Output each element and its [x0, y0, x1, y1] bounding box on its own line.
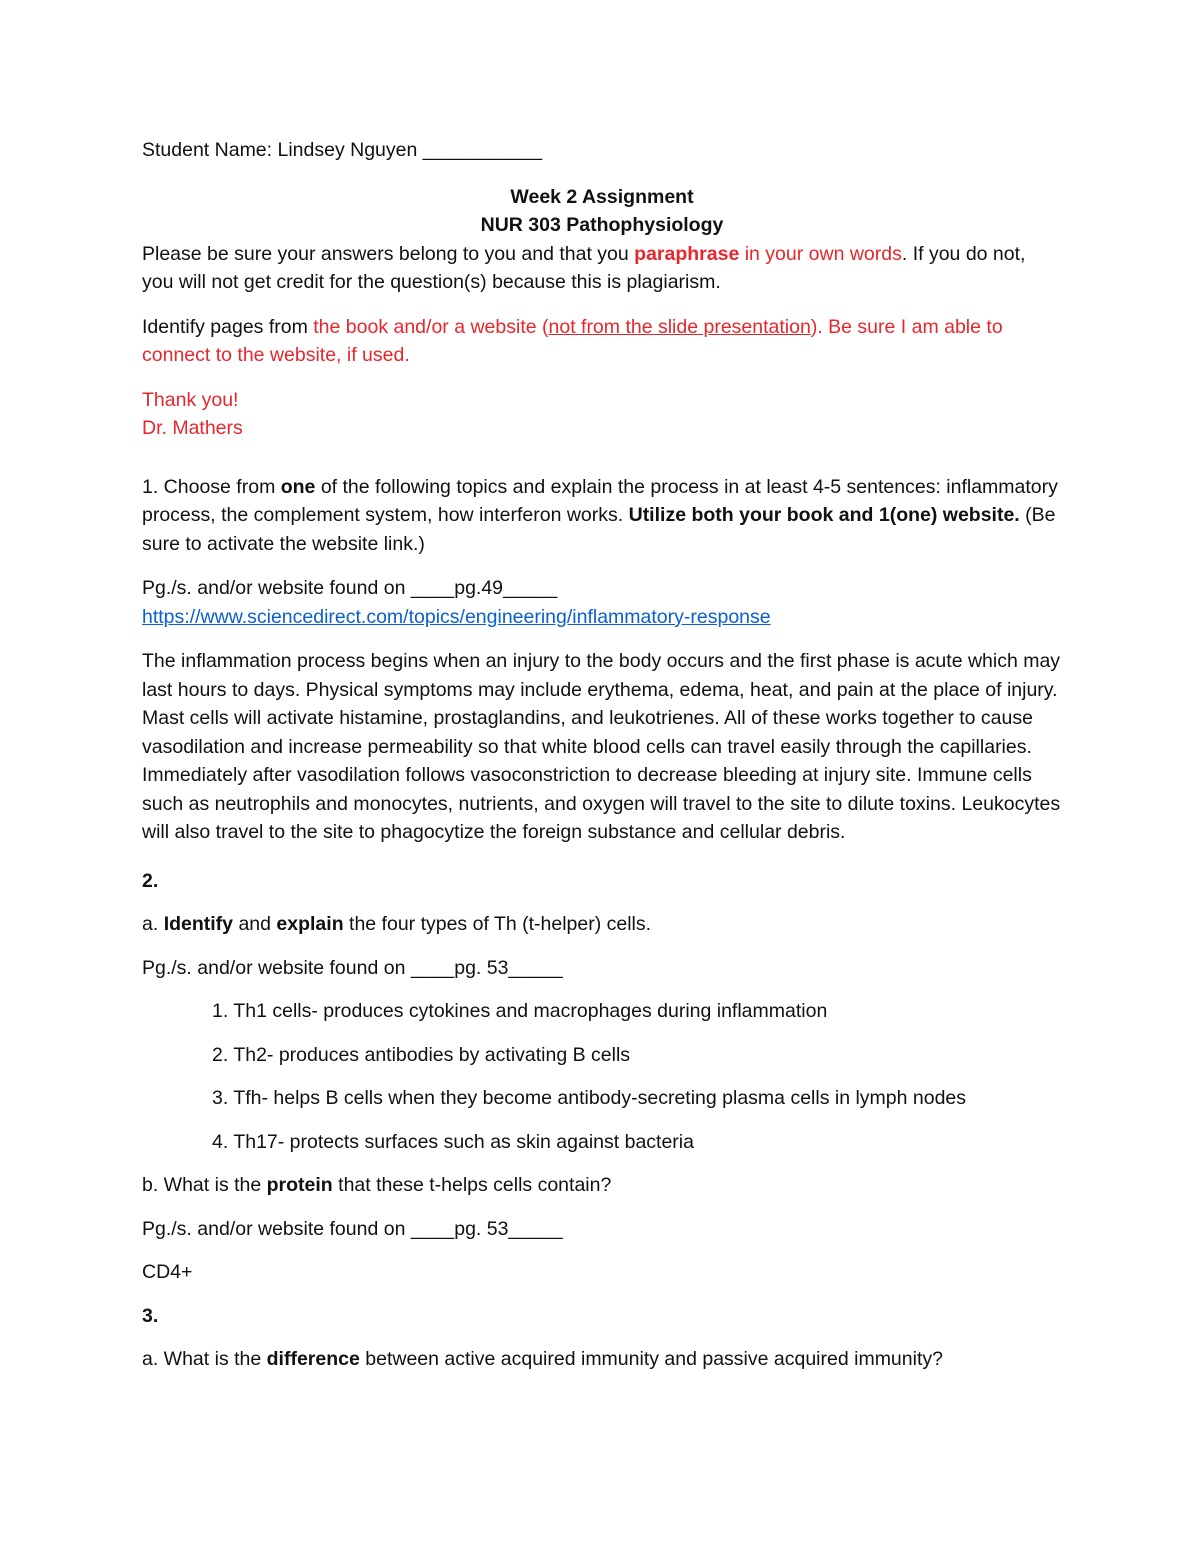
q1-answer: The inflammation process begins when an injury to the body occurs and the first phase is acute which may last hours to days. Physical symptoms may include erythema, edema, heat, and pain at the place of injury. Mast cells will activate histamine, prostaglandins, and leukotrienes. All of these works together to cause vasodilation and increase permeability so that white blood cells can travel easily through the capillaries. Immediately after vasodilation follows vasoconstriction to decrease bleeding at injury site. Immune cells such as neutrophils and monocytes, nutrients, and oxygen will travel to the site to dilute toxins. Leukocytes will also travel to the site to phagocytize the foreign substance and cellular debris.	[142, 650, 1061, 843]
q2b-found-on: Pg./s. and/or website found on ____pg. 53_____	[142, 1217, 563, 1240]
q3a-rest: between active acquired immunity and passive acquired immunity?	[359, 1348, 943, 1370]
q2b-prefix: b. What is the	[142, 1174, 267, 1196]
sources-paragraph	[142, 313, 1062, 370]
q1-utilize-emphasis: Utilize both your book and 1(one) website.	[628, 504, 1020, 526]
paraphrase-emphasis: paraphrase	[634, 242, 740, 265]
document-body	[142, 136, 1062, 1374]
question-2b-prompt	[142, 1171, 1062, 1200]
question-1-prompt	[142, 473, 1062, 559]
question-2a-prompt	[142, 910, 1062, 939]
q2a-rest: the four types of Th (t-helper) cells.	[343, 913, 652, 935]
q1-source-link-row	[142, 603, 1062, 632]
question-3-number: 3.	[142, 1304, 159, 1327]
own-words-emphasis: in your own words	[739, 242, 902, 265]
q1-one-emphasis: one	[280, 475, 316, 498]
question-3a-prompt	[142, 1345, 1062, 1374]
sources-emphasis-end: ). Be sure I am able to connect to the website, if used.	[142, 315, 1003, 366]
q1-topics: of the following topics and explain the process in at least 4-5 sentences: inflammatory process, the complement system, how interferon works.	[142, 475, 1058, 526]
student-name-line: Student Name: Lindsey Nguyen ___________	[142, 139, 543, 161]
q2b-rest: that these t-helps cells contain?	[332, 1174, 612, 1196]
q2b-protein-emphasis: protein	[266, 1174, 333, 1196]
sources-emphasis: the book and/or a website (	[313, 315, 549, 338]
q2a-explain-emphasis: explain	[276, 913, 344, 935]
q2a-and: and	[233, 913, 277, 935]
instructions-paragraph	[142, 240, 1062, 297]
th-cell-item: 3. Tfh- helps B cells when they become antibody-secreting plasma cells in lymph nodes	[212, 1087, 967, 1109]
q1-found-on: Pg./s. and/or website found on ____pg.49_____	[142, 577, 558, 599]
th-cell-item: 2. Th2- produces antibodies by activating B cells	[212, 1043, 631, 1066]
q1-text: 1. Choose from	[142, 475, 281, 498]
course-title: NUR 303 Pathophysiology	[480, 214, 724, 236]
instructions-text: Please be sure your answers belong to you and that you	[142, 242, 635, 265]
q2a-found-on: Pg./s. and/or website found on ____pg. 53_____	[142, 956, 563, 979]
q2a-prefix: a.	[142, 913, 164, 935]
sources-text: Identify pages from	[142, 315, 314, 338]
q2a-identify-emphasis: Identify	[163, 913, 234, 935]
instructions-text-end: . If you do not, you will not get credit for the question(s) because this is plagiarism.	[142, 242, 1026, 293]
signature-line: Dr. Mathers	[142, 417, 243, 439]
q2b-answer: CD4+	[142, 1261, 193, 1283]
q3a-difference-emphasis: difference	[266, 1348, 360, 1370]
th-cell-item: 4. Th17- protects surfaces such as skin against bacteria	[212, 1130, 694, 1153]
assignment-title: Week 2 Assignment	[510, 185, 694, 208]
question-2-number: 2.	[142, 869, 159, 892]
q1-activate-note: (Be sure to activate the website link.)	[142, 504, 1056, 555]
th-cell-item: 1. Th1 cells- produces cytokines and macrophages during inflammation	[212, 1000, 828, 1022]
thanks-line: Thank you!	[142, 388, 239, 411]
slide-presentation-emphasis: not from the slide presentation	[548, 315, 811, 338]
q1-source-link[interactable]: https://www.sciencedirect.com/topics/engineering/inflammatory-response	[142, 605, 771, 628]
q3a-prefix: a. What is the	[142, 1348, 267, 1370]
